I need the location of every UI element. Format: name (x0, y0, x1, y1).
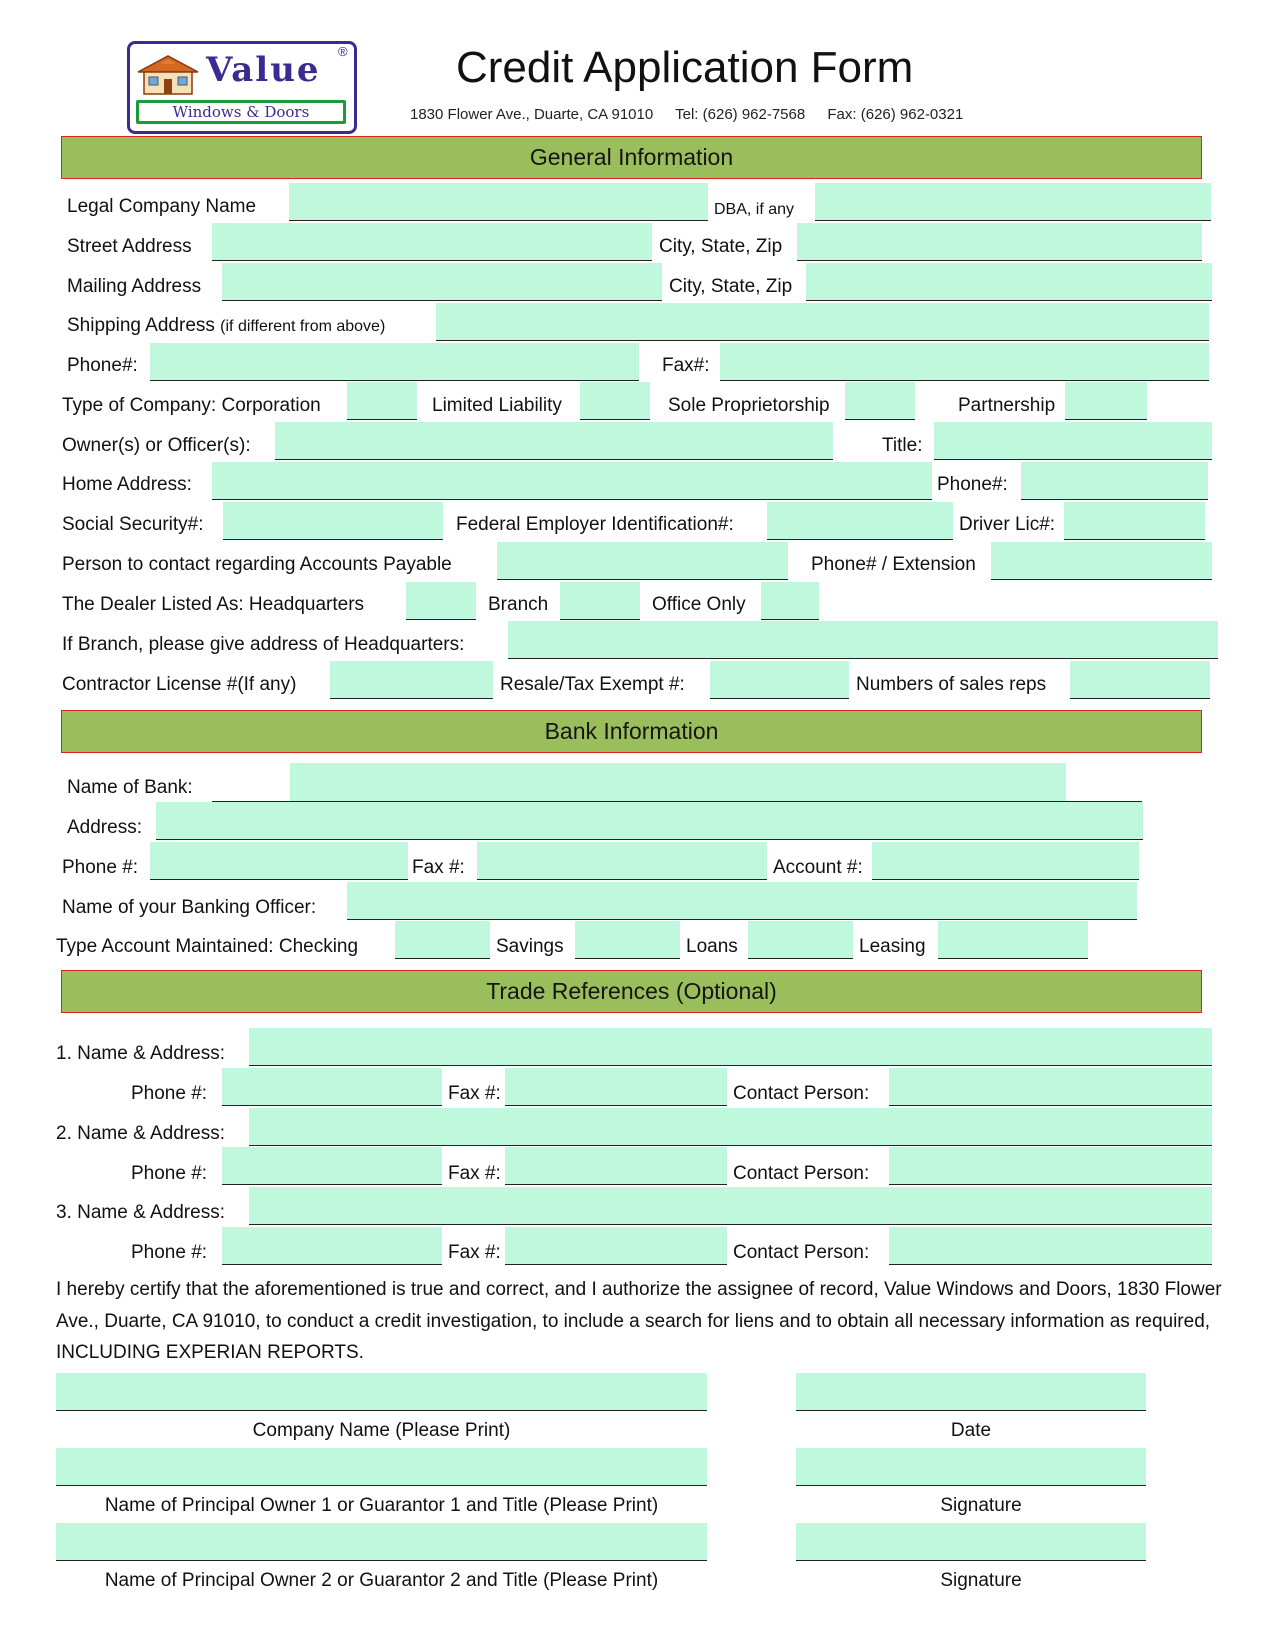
resale-field[interactable] (710, 661, 849, 699)
certification-text: I hereby certify that the aforementioned is true and correct, and I authorize the assignee of record, Value Windows and Doors, 1830 Flower Ave., Duarte, CA 91010, to conduct a credit investigation, to include a search for liens and to obtain all necessary information as required, INCLUDING EXPERIAN REPORTS. (56, 1279, 1222, 1363)
label-resale: Resale/Tax Exempt #: (500, 674, 685, 695)
ssn-field[interactable] (223, 502, 443, 540)
company-address: 1830 Flower Ave., Duarte, CA 91010 (410, 106, 654, 123)
label-bank-address: Address: (67, 817, 142, 838)
fax-field[interactable] (720, 343, 1209, 381)
label-home-phone: Phone#: (937, 474, 1008, 495)
label-owner2: Name of Principal Owner 2 or Guarantor 2 and Title (Please Print) (104, 1570, 659, 1591)
hq-address-field[interactable] (508, 621, 1218, 659)
section-general-information: General Information (61, 136, 1202, 179)
legal-company-name-field[interactable] (289, 183, 708, 221)
city-state-zip-field[interactable] (797, 223, 1202, 261)
label-mailing-city-state-zip: City, State, Zip (669, 276, 793, 297)
shipping-address-text: Shipping Address (67, 315, 215, 336)
mailing-city-state-zip-field[interactable] (806, 263, 1212, 301)
section-trade-references: Trade References (Optional) (61, 970, 1202, 1013)
logo-subtitle: Windows & Doors (172, 103, 310, 121)
label-loans: Loans (686, 936, 738, 957)
contractor-license-field[interactable] (330, 661, 493, 699)
label-ref1-fax: Fax #: (448, 1083, 501, 1104)
label-partnership: Partnership (958, 395, 1056, 416)
ref1-phone-field[interactable] (222, 1068, 442, 1106)
signature2-field[interactable] (796, 1523, 1146, 1561)
label-shipping-address (67, 315, 385, 338)
label-signature2: Signature (940, 1570, 1022, 1591)
label-ap-contact: Person to contact regarding Accounts Payable (62, 554, 452, 575)
company-fax: Fax: (626) 962-0321 (827, 106, 964, 123)
ref1-fax-field[interactable] (505, 1068, 727, 1106)
mailing-address-field[interactable] (222, 263, 662, 301)
company-logo (127, 41, 357, 134)
label-dba: DBA, if any (714, 201, 795, 218)
ref2-phone-field[interactable] (222, 1147, 442, 1185)
label-street-address: Street Address (67, 236, 192, 257)
label-phone: Phone#: (67, 355, 138, 376)
bank-fax-field[interactable] (477, 842, 767, 880)
label-account: Account #: (773, 857, 863, 878)
logo-band (136, 100, 346, 124)
label-branch: Branch (488, 594, 549, 615)
contact-line (410, 106, 981, 123)
label-ref3-name: 3. Name & Address: (56, 1202, 225, 1223)
label-ref1-contact: Contact Person: (733, 1083, 870, 1104)
label-bank-phone: Phone #: (62, 857, 139, 878)
ref3-contact-field[interactable] (889, 1227, 1212, 1265)
ref2-name-field[interactable] (249, 1108, 1212, 1146)
label-sales-reps: Numbers of sales reps (856, 674, 1047, 695)
ref1-contact-field[interactable] (889, 1068, 1212, 1106)
label-ref1-name: 1. Name & Address: (56, 1043, 225, 1064)
owner1-name-field[interactable] (56, 1448, 707, 1486)
dba-field[interactable] (815, 183, 1211, 221)
label-ref2-phone: Phone #: (131, 1163, 208, 1184)
label-fein: Federal Employer Identification#: (456, 514, 734, 535)
savings-field[interactable] (575, 921, 680, 959)
street-address-field[interactable] (212, 223, 652, 261)
company-tel: Tel: (626) 962-7568 (675, 106, 806, 123)
branch-field[interactable] (560, 582, 640, 620)
label-savings: Savings (496, 936, 564, 957)
label-bank-fax: Fax #: (412, 857, 465, 878)
shipping-note: (if different from above) (220, 318, 386, 335)
label-ref2-name: 2. Name & Address: (56, 1123, 225, 1144)
ap-contact-field[interactable] (497, 542, 788, 580)
label-bank-name: Name of Bank: (67, 777, 193, 798)
label-legal-company-name: Legal Company Name (67, 196, 257, 217)
label-title: Title: (882, 435, 923, 456)
office-only-field[interactable] (761, 582, 819, 620)
label-mailing-address: Mailing Address (67, 276, 202, 297)
phone-ext-field[interactable] (991, 542, 1212, 580)
label-contractor-license: Contractor License #(If any) (62, 674, 297, 695)
ref2-contact-field[interactable] (889, 1147, 1212, 1185)
sales-reps-field[interactable] (1070, 661, 1210, 699)
date-field[interactable] (796, 1373, 1146, 1411)
label-limited-liability: Limited Liability (432, 395, 562, 416)
label-ref1-phone: Phone #: (131, 1083, 208, 1104)
ref1-name-field[interactable] (249, 1028, 1212, 1066)
title-field[interactable] (934, 422, 1212, 460)
label-ref3-contact: Contact Person: (733, 1242, 870, 1263)
label-fax: Fax#: (662, 355, 710, 376)
ref3-fax-field[interactable] (505, 1227, 727, 1265)
loans-field[interactable] (748, 921, 853, 959)
driver-lic-field[interactable] (1064, 502, 1205, 540)
section-bank-information: Bank Information (61, 710, 1202, 753)
registered-mark: ® (338, 44, 348, 59)
label-sole-proprietorship: Sole Proprietorship (668, 395, 830, 416)
partnership-field[interactable] (1065, 382, 1147, 420)
ref3-phone-field[interactable] (222, 1227, 442, 1265)
ref3-name-field[interactable] (249, 1187, 1212, 1225)
label-type-of-company: Type of Company: Corporation (62, 395, 321, 416)
label-city-state-zip: City, State, Zip (659, 236, 783, 257)
shipping-address-field[interactable] (436, 303, 1209, 341)
label-driver-lic: Driver Lic#: (959, 514, 1056, 535)
label-owners: Owner(s) or Officer(s): (62, 435, 251, 456)
home-address-field[interactable] (212, 462, 932, 500)
owners-field[interactable] (275, 422, 833, 460)
sole-proprietorship-field[interactable] (845, 382, 915, 420)
fein-field[interactable] (767, 502, 953, 540)
limited-liability-field[interactable] (580, 382, 650, 420)
checking-field[interactable] (395, 921, 490, 959)
leasing-field[interactable] (938, 921, 1088, 959)
label-signature1: Signature (940, 1495, 1022, 1516)
label-leasing: Leasing (859, 936, 926, 957)
page-title: Credit Application Form (456, 43, 914, 92)
label-home-address: Home Address: (62, 474, 192, 495)
label-ref3-phone: Phone #: (131, 1242, 208, 1263)
headquarters-field[interactable] (406, 582, 476, 620)
label-office-only: Office Only (652, 594, 746, 615)
corporation-field[interactable] (347, 382, 417, 420)
logo-wordmark: Value (206, 50, 321, 90)
owner2-name-field[interactable] (56, 1523, 707, 1561)
company-name-print-field[interactable] (56, 1373, 707, 1411)
label-hq-address: If Branch, please give address of Headquarters: (62, 634, 465, 655)
bank-phone-field[interactable] (150, 842, 408, 880)
house-icon (136, 54, 200, 96)
label-banking-officer: Name of your Banking Officer: (62, 897, 317, 918)
label-ssn: Social Security#: (62, 514, 204, 535)
label-company-name-print: Company Name (Please Print) (252, 1420, 511, 1441)
banking-officer-field[interactable] (347, 882, 1137, 920)
label-ref2-fax: Fax #: (448, 1163, 501, 1184)
bank-address-field[interactable] (156, 802, 1143, 840)
home-phone-field[interactable] (1021, 462, 1208, 500)
bank-name-field[interactable] (290, 763, 1066, 801)
label-ref3-fax: Fax #: (448, 1242, 501, 1263)
label-account-type: Type Account Maintained: Checking (56, 936, 359, 957)
label-date: Date (950, 1420, 992, 1441)
label-ref2-contact: Contact Person: (733, 1163, 870, 1184)
label-phone-ext: Phone# / Extension (811, 554, 976, 575)
label-dealer-listed: The Dealer Listed As: Headquarters (62, 594, 365, 615)
account-field[interactable] (872, 842, 1139, 880)
ref2-fax-field[interactable] (505, 1147, 727, 1185)
label-owner1: Name of Principal Owner 1 or Guarantor 1 and Title (Please Print) (104, 1495, 659, 1516)
signature1-field[interactable] (796, 1448, 1146, 1486)
phone-field[interactable] (150, 343, 639, 381)
